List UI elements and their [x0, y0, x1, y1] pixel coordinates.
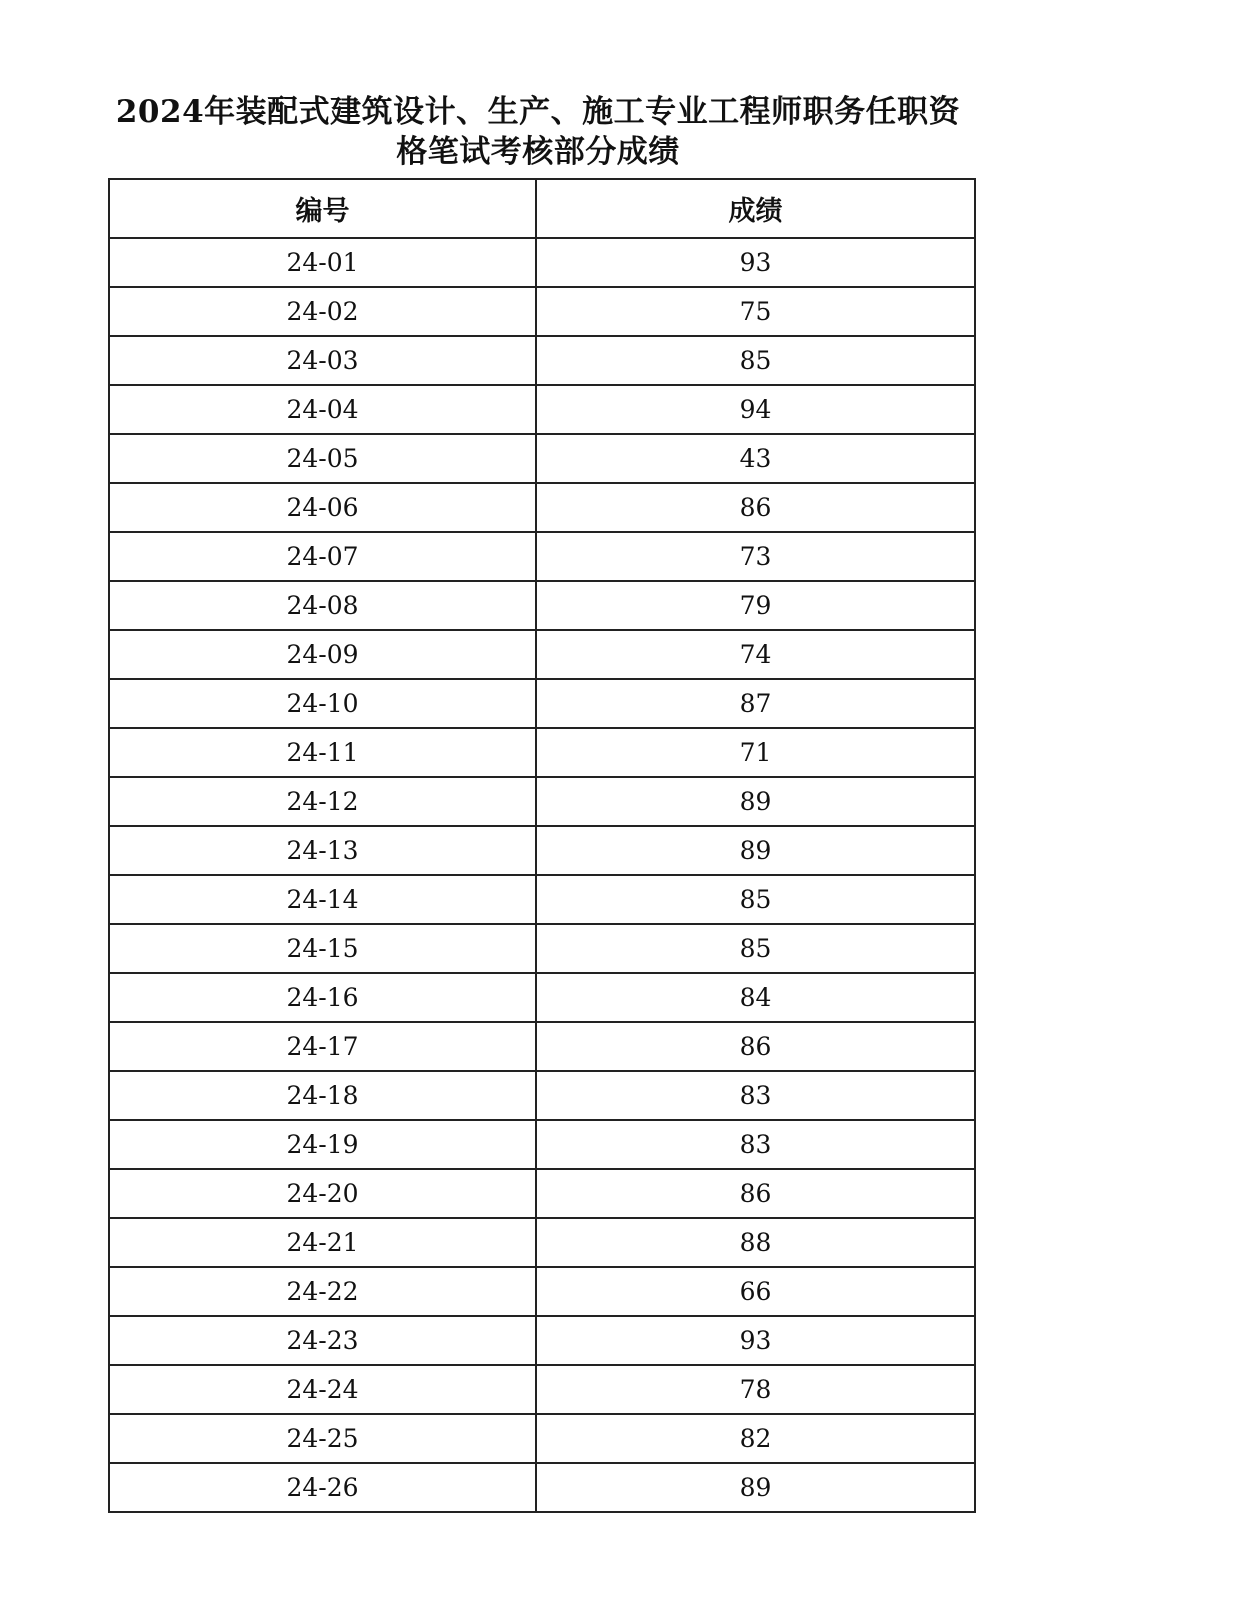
cell-score: 88	[536, 1218, 975, 1267]
cell-id: 24-07	[109, 532, 536, 581]
cell-score: 74	[536, 630, 975, 679]
cell-id: 24-22	[109, 1267, 536, 1316]
table-row	[109, 434, 975, 483]
cell-id: 24-25	[109, 1414, 536, 1463]
table-row	[109, 1120, 975, 1169]
table-row	[109, 777, 975, 826]
table-header-row	[109, 179, 975, 238]
cell-id: 24-01	[109, 238, 536, 287]
cell-id: 24-12	[109, 777, 536, 826]
cell-score: 93	[536, 1316, 975, 1365]
cell-id: 24-10	[109, 679, 536, 728]
cell-id: 24-24	[109, 1365, 536, 1414]
table-row	[109, 483, 975, 532]
table-row	[109, 679, 975, 728]
document-title-line-1: 2024年装配式建筑设计、生产、施工专业工程师职务任职资	[115, 94, 961, 130]
cell-score: 78	[536, 1365, 975, 1414]
cell-score: 43	[536, 434, 975, 483]
cell-score: 83	[536, 1071, 975, 1120]
column-header-score: 成绩	[536, 179, 975, 238]
scores-table	[108, 178, 976, 1513]
table-row	[109, 238, 975, 287]
table-row	[109, 826, 975, 875]
cell-id: 24-13	[109, 826, 536, 875]
cell-id: 24-14	[109, 875, 536, 924]
table-row	[109, 532, 975, 581]
cell-score: 94	[536, 385, 975, 434]
cell-id: 24-26	[109, 1463, 536, 1512]
table-row	[109, 385, 975, 434]
cell-id: 24-06	[109, 483, 536, 532]
cell-score: 85	[536, 336, 975, 385]
cell-score: 86	[536, 1169, 975, 1218]
cell-score: 85	[536, 875, 975, 924]
cell-id: 24-17	[109, 1022, 536, 1071]
table-row	[109, 1365, 975, 1414]
document-title-line-2: 格笔试考核部分成绩	[396, 134, 680, 170]
column-header-id: 编号	[109, 179, 536, 238]
cell-id: 24-09	[109, 630, 536, 679]
table-row	[109, 1022, 975, 1071]
cell-score: 73	[536, 532, 975, 581]
table-row	[109, 336, 975, 385]
table-row	[109, 581, 975, 630]
table-row	[109, 1414, 975, 1463]
table-row	[109, 728, 975, 777]
table-row	[109, 1169, 975, 1218]
cell-id: 24-02	[109, 287, 536, 336]
cell-id: 24-21	[109, 1218, 536, 1267]
table-row	[109, 875, 975, 924]
cell-score: 83	[536, 1120, 975, 1169]
document-title	[108, 92, 968, 172]
cell-id: 24-15	[109, 924, 536, 973]
cell-score: 89	[536, 826, 975, 875]
table-row	[109, 1071, 975, 1120]
cell-id: 24-23	[109, 1316, 536, 1365]
cell-score: 79	[536, 581, 975, 630]
cell-id: 24-08	[109, 581, 536, 630]
table-row	[109, 1316, 975, 1365]
table-row	[109, 630, 975, 679]
cell-score: 82	[536, 1414, 975, 1463]
cell-id: 24-19	[109, 1120, 536, 1169]
cell-id: 24-04	[109, 385, 536, 434]
cell-score: 66	[536, 1267, 975, 1316]
cell-id: 24-18	[109, 1071, 536, 1120]
cell-score: 86	[536, 483, 975, 532]
table-row	[109, 287, 975, 336]
cell-score: 86	[536, 1022, 975, 1071]
cell-score: 71	[536, 728, 975, 777]
table-row	[109, 1267, 975, 1316]
table-row	[109, 973, 975, 1022]
cell-id: 24-16	[109, 973, 536, 1022]
table-row	[109, 1218, 975, 1267]
cell-score: 75	[536, 287, 975, 336]
cell-score: 93	[536, 238, 975, 287]
cell-score: 85	[536, 924, 975, 973]
cell-score: 84	[536, 973, 975, 1022]
cell-score: 89	[536, 1463, 975, 1512]
cell-score: 87	[536, 679, 975, 728]
cell-id: 24-03	[109, 336, 536, 385]
table-row	[109, 924, 975, 973]
table-row	[109, 1463, 975, 1512]
scores-table-body	[109, 238, 975, 1512]
cell-id: 24-05	[109, 434, 536, 483]
cell-id: 24-11	[109, 728, 536, 777]
cell-id: 24-20	[109, 1169, 536, 1218]
cell-score: 89	[536, 777, 975, 826]
